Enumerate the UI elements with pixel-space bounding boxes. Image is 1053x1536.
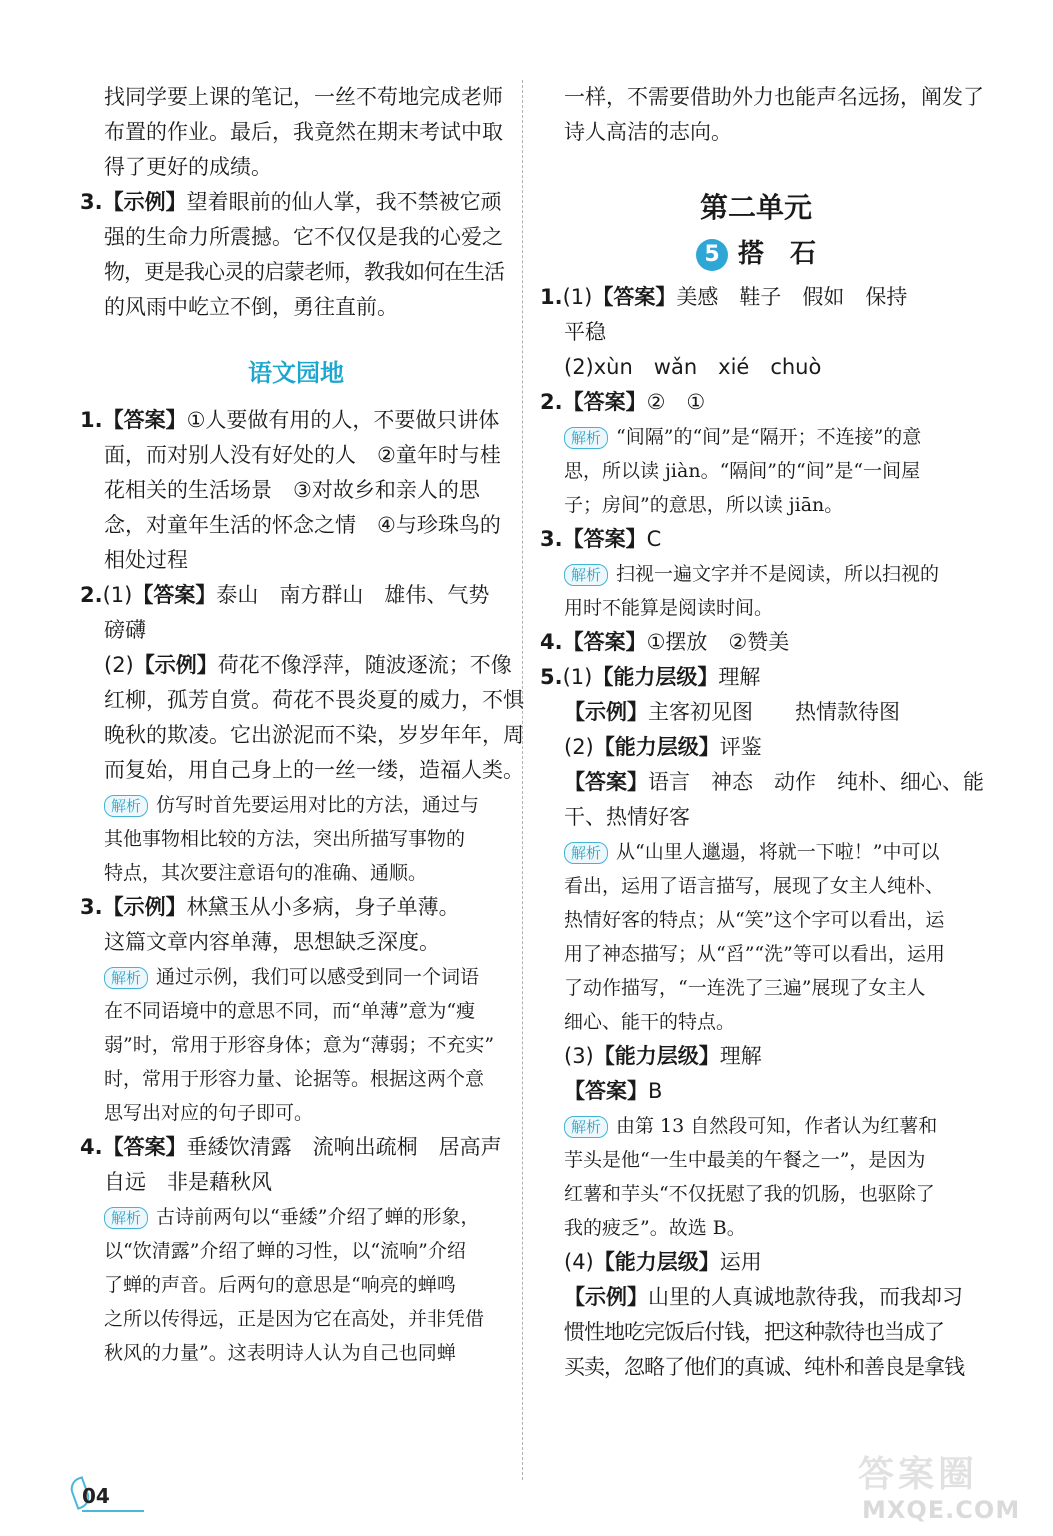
- text-line: B: [648, 1079, 663, 1103]
- r-question-1: [540, 280, 972, 385]
- text-line: C: [646, 527, 662, 551]
- text-line: 平稳: [564, 320, 606, 344]
- analysis-badge: 解析: [564, 427, 608, 449]
- text-line: ② ①: [646, 390, 706, 414]
- answer-tag: 【答案】: [562, 390, 647, 414]
- sub-number: (1): [562, 665, 593, 689]
- text-line: 相处过程: [104, 548, 188, 572]
- text-line: 理解: [718, 665, 761, 689]
- question-number: 2.: [80, 583, 103, 607]
- explanation-line: 细心、能干的特点。: [564, 1011, 736, 1033]
- explanation-line: 特点，其次要注意语句的准确、通顺。: [104, 862, 428, 884]
- text-line: 美感 鞋子 假如 保持: [676, 285, 908, 309]
- text-line: 垂緌饮清露 流响出疏桐 居高声: [186, 1135, 502, 1159]
- text-line: 自远 非是藉秋风: [104, 1170, 272, 1194]
- watermark: [848, 1440, 1038, 1530]
- explanation-line: 在不同语境中的意思不同，而“单薄”意为“瘦: [104, 1000, 476, 1022]
- answer-tag: 【答案】: [564, 1079, 648, 1103]
- explanation-line: 用了神态描写；从“舀”“洗”等可以看出，运用: [564, 943, 945, 965]
- analysis-badge: 解析: [564, 1116, 608, 1138]
- text-line: 干、热情好客: [564, 805, 690, 829]
- text-line: 找同学要上课的笔记，一丝不苟地完成老师: [104, 85, 503, 109]
- level-tag: 【能力层级】: [593, 735, 720, 759]
- explanation-line: 扫视一遍文字并不是阅读，所以扫视的: [616, 563, 940, 585]
- text-line: 这篇文章内容单薄，思想缺乏深度。: [104, 930, 440, 954]
- left-column: [80, 80, 524, 1370]
- page-number: 04: [82, 1484, 110, 1508]
- text-line: 晚秋的欺凌。它出淤泥而不染，岁岁年年，周: [104, 723, 524, 747]
- question-4: [80, 1130, 512, 1370]
- text-line: 花相关的生活场景 ③对故乡和亲人的思: [104, 478, 480, 502]
- explanation-line: 看出，运用了语言描写，展现了女主人纯朴、: [564, 875, 945, 897]
- explanation-line: 之所以传得远，正是因为它在高处，并非凭借: [104, 1308, 485, 1330]
- analysis-badge: 解析: [104, 1207, 148, 1229]
- analysis-badge: 解析: [104, 967, 148, 989]
- explanation-line: 仿写时首先要运用对比的方法，通过与: [156, 794, 480, 816]
- question-3b: [80, 890, 512, 1130]
- right-column: [540, 80, 984, 1385]
- explanation-line: 由第 13 自然段可知，作者认为红薯和: [616, 1115, 938, 1137]
- text-line: 买卖，忽略了他们的真诚、纯朴和善良是拿钱: [564, 1355, 964, 1379]
- text-line: 得了更好的成绩。: [104, 155, 272, 179]
- answer-tag: 【答案】: [564, 770, 648, 794]
- sub-number: (4): [564, 1250, 594, 1274]
- text-line: 林黛玉从小多病，身子单薄。: [186, 895, 460, 919]
- explanation-line: 思，所以读 jiàn。“隔间”的“间”是“一间屋: [564, 460, 921, 482]
- explanation-line: 从“山里人邋遢，将就一下啦！”中可以: [616, 841, 940, 863]
- question-1: [80, 403, 512, 578]
- r-question-5: [540, 660, 984, 1385]
- question-number: 1.: [540, 285, 563, 309]
- r-question-4: [540, 625, 972, 660]
- text-line: 理解: [719, 1044, 762, 1068]
- text-line: 泰山 南方群山 雄伟、气势: [216, 583, 490, 607]
- analysis-badge: 解析: [564, 842, 608, 864]
- explanation-line: 以“饮清露”介绍了蝉的习性，以“流响”介绍: [104, 1240, 466, 1262]
- answer-tag: 【答案】: [562, 527, 647, 551]
- question-number: 4.: [540, 630, 563, 654]
- answer-tag: 【答案】: [102, 408, 187, 432]
- level-tag: 【能力层级】: [592, 665, 719, 689]
- text-line: 而复始，用自己身上的一丝一缕，造福人类。: [104, 758, 524, 782]
- text-line: 主客初见图 热情款待图: [648, 700, 900, 724]
- text-line: 布置的作业。最后，我竟然在期末考试中取: [104, 120, 503, 144]
- explanation-line: 秋风的力量”。这表明诗人认为自己也同蝉: [104, 1342, 456, 1364]
- page-number-underline: [82, 1510, 144, 1512]
- explanation-line: 古诗前两句以“垂緌”介绍了蝉的形象，: [156, 1206, 480, 1228]
- question-number: 3.: [80, 190, 103, 214]
- question-3: [80, 185, 512, 325]
- answer-tag: 【答案】: [102, 1135, 187, 1159]
- text-line: 运用: [719, 1250, 762, 1274]
- text-line: 望着眼前的仙人掌，我不禁被它顽: [186, 190, 502, 214]
- sub-number: (2): [564, 735, 594, 759]
- lesson-title-text: 搭 石: [737, 239, 816, 269]
- text-line: 语言 神态 动作 纯朴、细心、能: [648, 770, 984, 794]
- watermark-logo-text: 答案圈: [858, 1453, 979, 1495]
- unit-title: 第二单元: [699, 191, 812, 224]
- question-number: 4.: [80, 1135, 103, 1159]
- answer-tag: 【答案】: [592, 285, 677, 309]
- sub-number: (1): [102, 583, 133, 607]
- text-line: 磅礴: [104, 618, 146, 642]
- example-tag: 【示例】: [564, 1285, 648, 1309]
- question-number: 2.: [540, 390, 563, 414]
- text-line: 一样，不需要借助外力也能声名远扬，阐发了: [564, 85, 984, 109]
- text-line: 强的生命力所震撼。它不仅仅是我的心爱之: [104, 225, 503, 249]
- level-tag: 【能力层级】: [593, 1044, 720, 1068]
- text-line: 念，对童年生活的怀念之情 ④与珍珠鸟的: [104, 513, 501, 537]
- analysis-badge: 解析: [104, 795, 148, 817]
- example-tag: 【示例】: [102, 895, 187, 919]
- r-question-3: [540, 522, 972, 625]
- text-line: 惯性地吃完饭后付钱，把这种款待也当成了: [564, 1320, 944, 1344]
- explanation-line: 我的疲乏”。故选 B。: [564, 1217, 746, 1239]
- sub-number: (3): [564, 1044, 594, 1068]
- explanation-line: 思写出对应的句子即可。: [104, 1102, 314, 1124]
- sub-number: (1): [562, 285, 593, 309]
- text-line: 荷花不像浮萍，随波逐流；不像: [217, 653, 512, 677]
- example-tag: 【示例】: [564, 700, 648, 724]
- lesson-number-badge: 5: [696, 239, 728, 271]
- explanation-line: 其他事物相比较的方法，突出所描写事物的: [104, 828, 466, 850]
- answer-tag: 【答案】: [132, 583, 217, 607]
- lesson-title: [540, 234, 972, 274]
- explanation-line: 芋头是他“一生中最美的午餐之一”，是因为: [564, 1149, 926, 1171]
- explanation-line: 红薯和芋头“不仅抚慰了我的饥肠，也驱除了: [564, 1183, 935, 1205]
- analysis-badge: 解析: [564, 564, 608, 586]
- text-line: 红柳，孤芳自赏。荷花不畏炎夏的威力，不惧: [104, 688, 524, 712]
- explanation-line: 用时不能算是阅读时间。: [564, 597, 774, 619]
- text-line: (2)xùn wǎn xié chuò: [564, 355, 822, 379]
- watermark-url: MXQE.COM: [862, 1496, 1021, 1524]
- text-line: 面，而对别人没有好处的人 ②童年时与桂: [104, 443, 501, 467]
- question-number: 3.: [540, 527, 563, 551]
- answer-tag: 【答案】: [562, 630, 647, 654]
- question-number: 1.: [80, 408, 103, 432]
- question-number: 3.: [80, 895, 103, 919]
- text-line: ①人要做有用的人，不要做只讲体: [186, 408, 500, 432]
- example-tag: 【示例】: [133, 653, 218, 677]
- explanation-line: 时，常用于形容力量、论据等。根据这两个意: [104, 1068, 485, 1090]
- example-tag: 【示例】: [102, 190, 187, 214]
- section-title: 语文园地: [248, 359, 344, 387]
- r-question-2: [540, 385, 972, 522]
- question-number: 5.: [540, 665, 563, 689]
- text-line: 山里的人真诚地款待我，而我却习: [648, 1285, 963, 1309]
- text-line: 评鉴: [719, 735, 762, 759]
- text-line: 物，更是我心灵的启蒙老师，教我如何在生活: [104, 260, 504, 284]
- explanation-line: 了蝉的声音。后两句的意思是“响亮的蝉鸣: [104, 1274, 456, 1296]
- question-2: [80, 578, 524, 890]
- explanation-line: 弱”时，常用于形容身体；意为“薄弱；不充实”: [104, 1034, 495, 1056]
- text-line: 的风雨中屹立不倒，勇往直前。: [104, 295, 398, 319]
- explanation-line: “间隔”的“间”是“隔开；不连接”的意: [616, 426, 922, 448]
- text-line: 诗人高洁的志向。: [564, 120, 732, 144]
- explanation-line: 了动作描写，“一连洗了三遍”展现了女主人: [564, 977, 926, 999]
- explanation-line: 子；房间”的意思，所以读 jiān。: [564, 494, 844, 516]
- level-tag: 【能力层级】: [593, 1250, 720, 1274]
- sub-number: (2): [104, 653, 134, 677]
- text-line: ①摆放 ②赞美: [646, 630, 790, 654]
- explanation-line: 热情好客的特点；从“笑”这个字可以看出，运: [564, 909, 945, 931]
- explanation-line: 通过示例，我们可以感受到同一个词语: [156, 966, 480, 988]
